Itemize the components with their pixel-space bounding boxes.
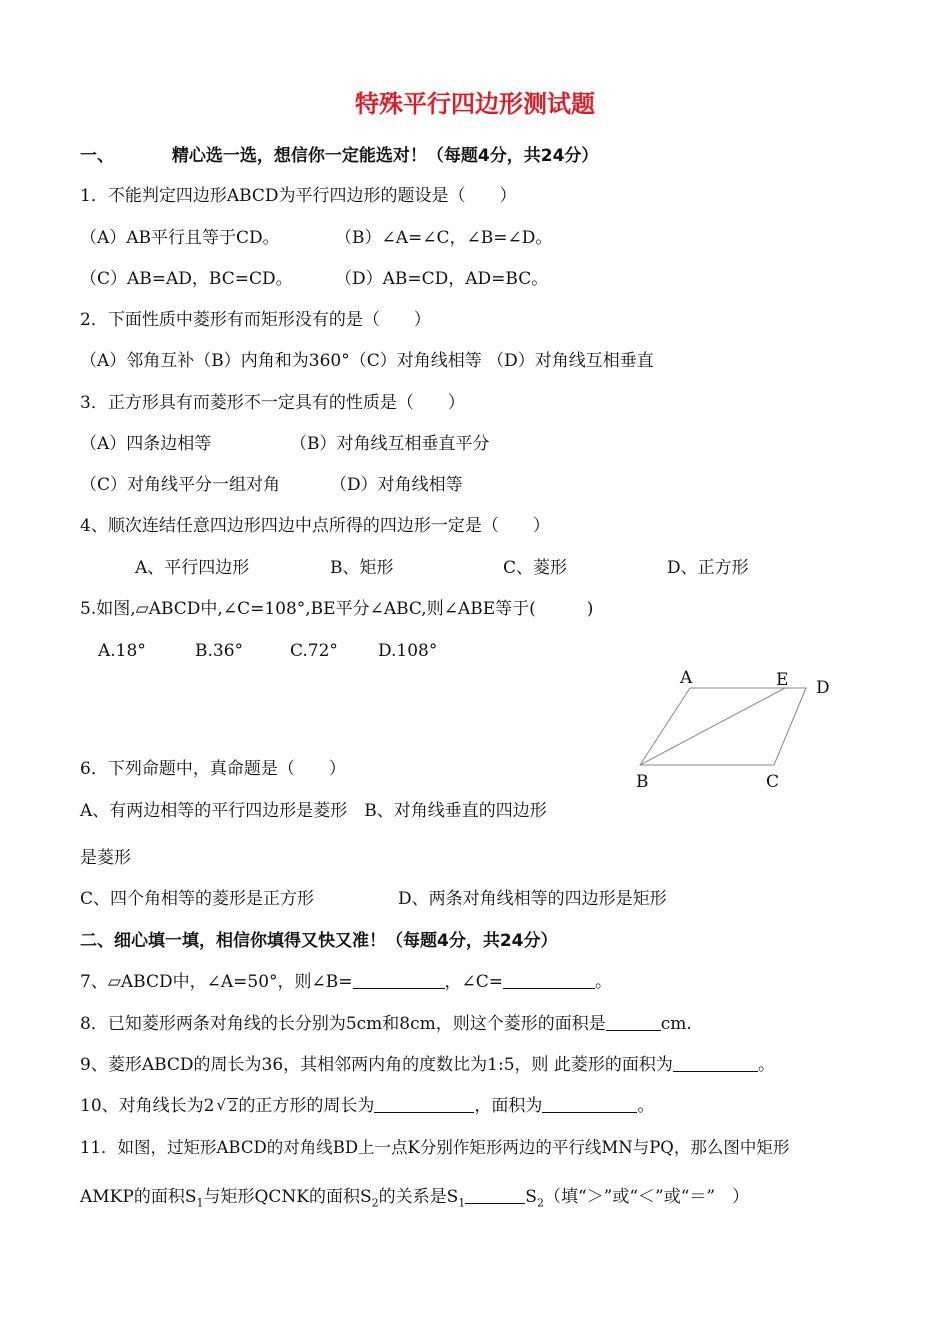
q7-blank-c[interactable]	[503, 971, 595, 989]
q1-option-a: （A）AB平行且等于CD。	[80, 228, 280, 248]
q9-blank[interactable]	[673, 1054, 758, 1072]
q5-option-d: D.108°	[378, 641, 438, 661]
q3-option-a: （A）四条边相等	[80, 434, 212, 454]
q6-option-c: C、四个角相等的菱形是正方形	[80, 889, 315, 909]
q11-sub-2: 2	[371, 1196, 379, 1210]
q5-option-c: C.72°	[290, 641, 338, 661]
q4-option-b: B、矩形	[330, 558, 394, 578]
q2-options: （A）邻角互补（B）内角和为360°（C）对角线相等 （D）对角线互相垂直	[80, 351, 654, 371]
q8-text-2: cm.	[660, 1014, 692, 1034]
q1-stem: 1．不能判定四边形ABCD为平行四边形的题设是（ ）	[80, 186, 517, 206]
section-one-heading	[80, 145, 598, 167]
q11-blank[interactable]	[465, 1186, 525, 1204]
q11-text-3: 的关系是S	[378, 1187, 459, 1207]
q11-text-4: （填“＞”或“＜”或“＝” ）	[543, 1187, 750, 1207]
q11-sub-4: 2	[536, 1196, 544, 1210]
q3-option-b: （B）对角线互相垂直平分	[290, 434, 490, 454]
sqrt-symbol: √ 2	[216, 1096, 238, 1115]
q6-option-d: D、两条对角线相等的四边形是矩形	[398, 889, 667, 909]
q7-text-3: 。	[595, 972, 612, 992]
q1-option-b: （B）∠A=∠C，∠B=∠D。	[335, 228, 553, 248]
q7-text-2: ，∠C=	[444, 972, 503, 992]
q3-option-d: （D）对角线相等	[330, 475, 463, 495]
q9	[80, 1054, 775, 1076]
q5-option-b: B.36°	[195, 641, 244, 661]
q6-stem: 6．下列命题中，真命题是（ ）	[80, 759, 346, 779]
q9-text-1: 9、菱形ABCD的周长为36，其相邻两内角的度数比为1:5，则 此菱形的面积为	[80, 1055, 673, 1075]
q2-stem: 2．下面性质中菱形有而矩形没有的是（ ）	[80, 310, 431, 330]
q11-line2: AMKP的面积$S_1$与矩形QCNK的面积$S_2$的关系是$S_1$ $S_2$（填“＞”或“＜”或“＝” ）	[80, 1187, 750, 1210]
section-one-title: 精心选一选，想信你一定能选对！（每题4分，共24分）	[171, 146, 599, 166]
q7-text-1: 7、▱ABCD中，∠A=50°，则∠B=	[80, 972, 353, 992]
q11-text-1: AMKP的面积S	[80, 1187, 197, 1207]
q11-sub-3: 1	[458, 1196, 466, 1210]
q3-stem: 3．正方形具有而菱形不一定具有的性质是（ ）	[80, 393, 465, 413]
q11-line1: 11．如图，过矩形ABCD的对角线BD上一点K分别作矩形两边的平行线MN与PQ，那么图中矩形	[80, 1138, 790, 1157]
label-c: C	[766, 772, 780, 792]
q1-option-d: （D）AB=CD，AD=BC。	[335, 269, 549, 289]
q6-options-line1: A、有两边相等的平行四边形是菱形 B、对角线垂直的四边形	[80, 801, 547, 821]
q7	[80, 971, 612, 993]
q11-text-2: 与矩形QCNK的面积S	[203, 1187, 372, 1207]
segment-be	[640, 688, 785, 765]
q4-option-c: C、菱形	[503, 558, 568, 578]
q10-blank-perimeter[interactable]	[374, 1095, 474, 1113]
q7-blank-b[interactable]	[353, 971, 445, 989]
q10-radicand: 2	[228, 1099, 238, 1115]
q10-text-4: 。	[637, 1096, 655, 1116]
q8-blank[interactable]	[606, 1013, 661, 1031]
q10-text-1: 10、对角线长为2	[80, 1096, 215, 1116]
q5-option-a: A.18°	[98, 641, 146, 661]
q9-text-2: 。	[757, 1055, 775, 1075]
parallelogram-outline	[640, 688, 806, 765]
q8-text-1: 8．已知菱形两条对角线的长分别为5cm和8cm，则这个菱形的面积是	[80, 1014, 606, 1034]
section-one-number: 一、	[80, 146, 114, 166]
q10	[80, 1095, 654, 1118]
q5-stem: 5.如图,▱ABCD中,∠C=108°,BE平分∠ABC,则∠ABE等于( )	[80, 599, 594, 619]
label-d: D	[816, 678, 830, 698]
label-e: E	[776, 670, 789, 690]
q10-blank-area[interactable]	[542, 1095, 637, 1113]
q10-text-3: ，面积为	[474, 1096, 543, 1116]
q8	[80, 1013, 692, 1035]
page-title: 特殊平行四边形测试题	[355, 90, 595, 118]
q6-options-line2: 是菱形	[80, 848, 131, 868]
q3-option-c: （C）对角线平分一组对角	[80, 475, 281, 495]
label-b: B	[636, 772, 649, 792]
q11-sub-1: 1	[196, 1196, 204, 1210]
label-a: A	[680, 668, 693, 688]
q10-text-2: 的正方形的周长为	[238, 1096, 375, 1116]
parallelogram-figure	[620, 665, 850, 795]
q4-option-a: A、平行四边形	[135, 558, 250, 578]
q4-option-d: D、正方形	[667, 558, 749, 578]
section-two-heading: 二、细心填一填，相信你填得又快又准！（每题4分，共24分）	[80, 931, 558, 951]
q1-option-c: （C）AB=AD，BC=CD。	[80, 269, 293, 289]
q4-stem: 4、顺次连结任意四边形四边中点所得的四边形一定是（ ）	[80, 516, 550, 536]
